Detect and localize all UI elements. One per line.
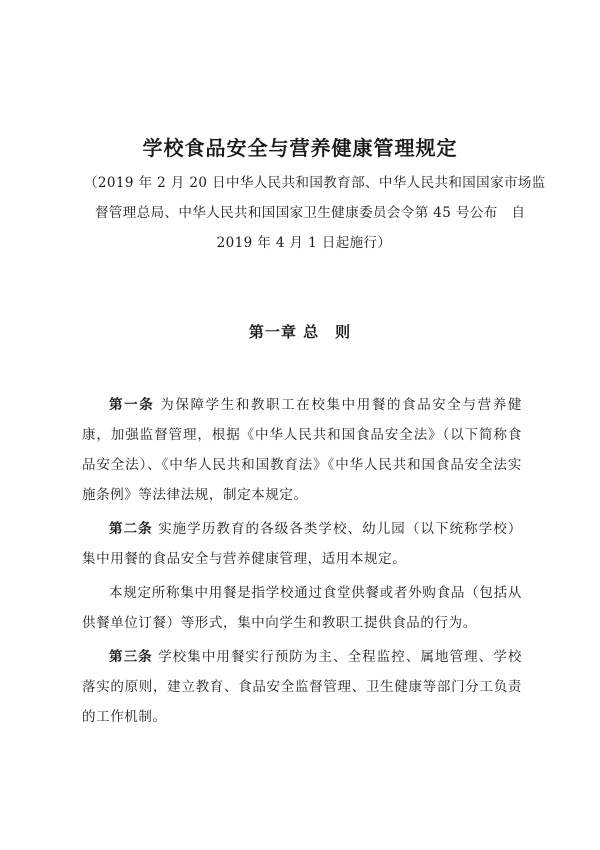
article-text: 实施学历教育的各级各类学校、幼儿园（以下统称学校）集中用餐的食品安全与营养健康管理，适用本规定。 [82, 521, 522, 567]
article-1-paragraph [82, 390, 522, 510]
article-text: 学校集中用餐实行预防为主、全程监控、属地管理、学校落实的原则，建立教育、食品安全监督管理、卫生健康等部门分工负责的工作机制。 [82, 649, 522, 725]
article-lead: 第二条 [109, 521, 153, 537]
article-lead: 第三条 [109, 649, 153, 665]
document-body [82, 390, 522, 736]
article-3-paragraph [82, 642, 522, 732]
document-title: 学校食品安全与营养健康管理规定 [142, 136, 458, 160]
subtitle-line: （2019 年 2 月 20 日中华人民共和国教育部、中华人民共和国国家市场监 [84, 175, 546, 191]
article-2-paragraph [82, 514, 522, 574]
article-text: 为保障学生和教职工在校集中用餐的食品安全与营养健康，加强监督管理，根据《中华人民共和国食品安全法》（以下简称食品安全法）、《中华人民共和国教育法》《中华人民共和国食品安全法实施条例》等法律法规，制定本规定。 [82, 397, 522, 503]
article-text: 本规定所称集中用餐是指学校通过食堂供餐或者外购食品（包括从供餐单位订餐）等形式，集中向学生和教职工提供食品的行为。 [82, 585, 522, 631]
article-2-definition-paragraph [82, 578, 522, 638]
subtitle-line: 2019 年 4 月 1 日起施行） [216, 235, 392, 251]
subtitle-line: 督管理总局、中华人民共和国国家卫生健康委员会令第 45 号公布 自 [95, 205, 526, 221]
article-lead: 第一条 [109, 397, 155, 413]
chapter-title: 第一章 总 则 [248, 323, 352, 341]
document-subtitle [84, 168, 546, 258]
